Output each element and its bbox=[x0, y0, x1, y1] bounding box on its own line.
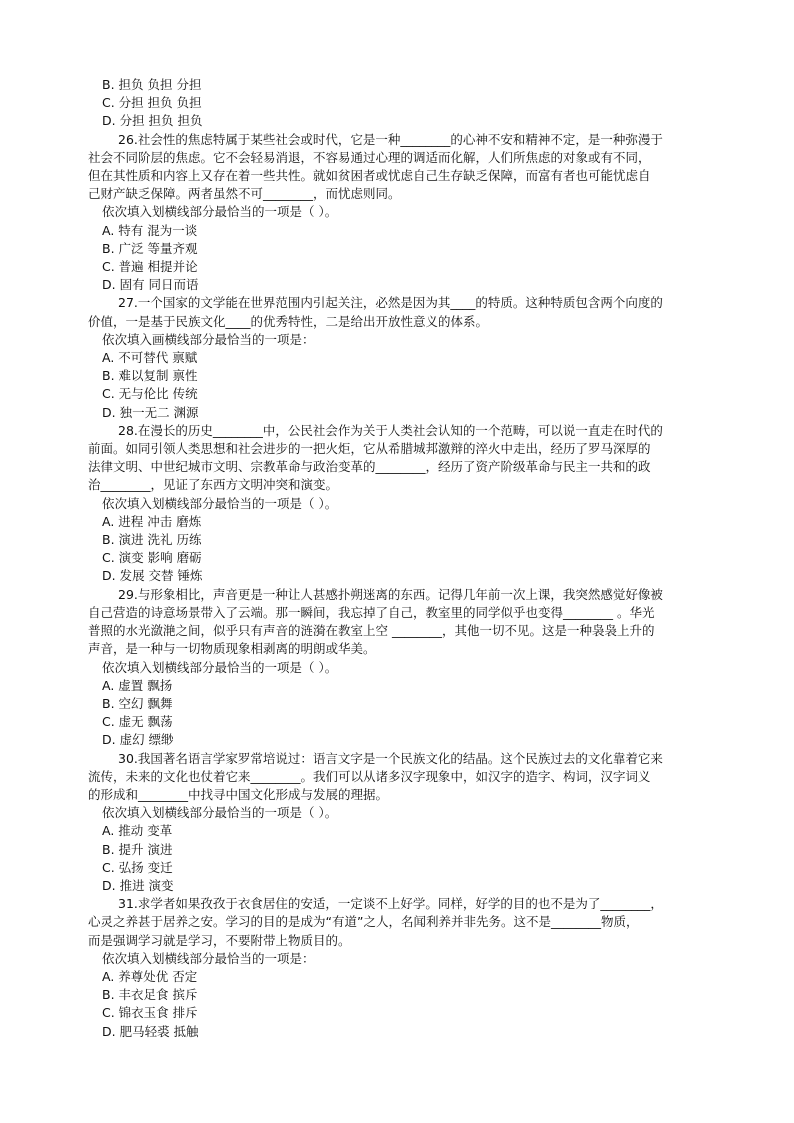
option-d: D. 独一无二 渊源 bbox=[102, 404, 199, 420]
question-26 bbox=[88, 131, 714, 295]
stem-line: 而是强调学习就是学习，不要附带上物质目的。 bbox=[88, 932, 351, 948]
option-c: C. 锦衣玉食 排斥 bbox=[102, 1005, 198, 1021]
stem-line: 30.我国著名语言学家罗常培说过：语言文字是一个民族文化的结晶。这个民族过去的文化靠着它来 bbox=[118, 750, 663, 766]
stem-line: 27.一个国家的文学能在世界范围内引起关注，必然是因为其____的特质。这种特质包含两个向度的 bbox=[118, 295, 663, 311]
option-d: D. 分担 担负 担负 bbox=[102, 113, 203, 129]
stem-line: 价值，一是基于民族文化____的优秀特性，二是给出开放性意义的体系。 bbox=[88, 313, 489, 329]
stem-line: 治________，见证了东西方文明冲突和演变。 bbox=[88, 477, 339, 493]
option-b: B. 担负 负担 分担 bbox=[102, 77, 202, 92]
stem-line: 但在其性质和内容上又存在着一些共性。就如贫困者或忧虑自己生存缺乏保障，而富有者也可能忧虑自 bbox=[88, 168, 651, 184]
option-b: B. 广泛 等量齐观 bbox=[102, 240, 198, 256]
question-stem bbox=[88, 586, 714, 659]
stem-line: 声音，是一种与一切物质现象相剥离的明朗或华美。 bbox=[88, 641, 376, 657]
question-prompt: 依次填入划横线部分最恰当的一项是（ ）。 bbox=[102, 805, 338, 821]
question-stem bbox=[88, 131, 714, 204]
option-b: B. 空幻 飘舞 bbox=[102, 695, 173, 711]
stem-line: 前面。如同引领人类思想和社会进步的一把火炬，它从希腊城邦激辩的淬火中走出，经历了罗马深厚的 bbox=[88, 441, 651, 457]
option-d: D. 固有 同日而语 bbox=[102, 277, 199, 293]
stem-line: 流传，未来的文化也仗着它来________。我们可以从诸多汉字现象中，如汉字的造字、构词，汉字词义 bbox=[88, 768, 651, 784]
question-30 bbox=[88, 750, 714, 896]
stem-line: 法律文明、中世纪城市文明、宗教革命与政治变革的________，经历了资产阶级革命与民主一共和的政 bbox=[88, 459, 651, 475]
stem-line: 26.社会性的焦虑特属于某些社会或时代，它是一种________的心神不安和精神不定，是一种弥漫于 bbox=[118, 131, 663, 147]
question-28 bbox=[88, 422, 714, 586]
question-content bbox=[88, 76, 714, 1041]
question-stem bbox=[88, 422, 714, 495]
option-d: D. 发展 交替 锤炼 bbox=[102, 568, 203, 584]
option-b: B. 难以复制 禀性 bbox=[102, 368, 198, 384]
option-a: A. 养尊处优 否定 bbox=[102, 968, 198, 984]
option-c: C. 弘扬 变迁 bbox=[102, 859, 173, 875]
option-b: B. 丰衣足食 摈斥 bbox=[102, 987, 198, 1003]
option-c: C. 演变 影响 磨砺 bbox=[102, 550, 202, 566]
option-a: A. 进程 冲击 磨炼 bbox=[102, 513, 202, 529]
stem-line: 自己营造的诗意场景带入了云端。那一瞬间，我忘掉了自己，教室里的同学似乎也变得________ 。华光 bbox=[88, 604, 655, 620]
question-31 bbox=[88, 895, 714, 1041]
stem-line: 心灵之养甚于居养之安。学习的目的是成为“有道”之人，名闻利养并非先务。这不是________物质， bbox=[88, 914, 639, 930]
stem-line: 社会不同阶层的焦虑。它不会轻易消退，不容易通过心理的调适而化解，人们所焦虑的对象或有不同， bbox=[88, 149, 651, 165]
option-b: B. 提升 演进 bbox=[102, 841, 173, 857]
option-d: D. 肥马轻裘 抵触 bbox=[102, 1023, 199, 1039]
stem-line: 31.求学者如果孜孜于衣食居住的安适，一定谈不上好学。同样，好学的目的也不是为了________， bbox=[118, 896, 663, 912]
option-c: C. 分担 担负 负担 bbox=[102, 95, 202, 111]
question-stem bbox=[88, 750, 714, 805]
stem-line: 的形成和________中找寻中国文化形成与发展的理据。 bbox=[88, 786, 389, 802]
question-stem bbox=[88, 294, 714, 330]
option-d: D. 推进 演变 bbox=[102, 877, 174, 893]
question-prompt: 依次填入划横线部分最恰当的一项是（ ）。 bbox=[102, 204, 338, 220]
option-b: B. 演进 洗礼 历练 bbox=[102, 532, 202, 548]
stem-line: 己财产缺乏保障。两者虽然不可________，而忧虑则同。 bbox=[88, 186, 401, 202]
question-prompt: 依次填入划横线部分最恰当的一项是（ ）。 bbox=[102, 495, 338, 511]
option-c: C. 普遍 相提并论 bbox=[102, 259, 198, 275]
stem-line: 28.在漫长的历史________中，公民社会作为关于人类社会认知的一个范畴，可以说一直走在时代的 bbox=[118, 422, 663, 438]
question-prompt: 依次填入划横线部分最恰当的一项是（ ）。 bbox=[102, 659, 338, 675]
option-a: A. 推动 变革 bbox=[102, 823, 173, 839]
question-prompt: 依次填入划横线部分最恰当的一项是： bbox=[102, 950, 315, 966]
option-c: C. 无与伦比 传统 bbox=[102, 386, 198, 402]
option-c: C. 虚无 飘荡 bbox=[102, 714, 173, 730]
question-prompt: 依次填入画横线部分最恰当的一项是： bbox=[102, 331, 315, 347]
question-29 bbox=[88, 586, 714, 750]
stem-line: 29.与形象相比，声音更是一种让人甚感扑朔迷离的东西。记得几年前一次上课，我突然感觉好像被 bbox=[118, 586, 663, 602]
option-d: D. 虚幻 缥缈 bbox=[102, 732, 174, 748]
question-stem bbox=[88, 895, 714, 950]
question-27 bbox=[88, 294, 714, 421]
option-a: A. 虚置 飘扬 bbox=[102, 677, 173, 693]
option-a: A. 不可替代 禀赋 bbox=[102, 350, 198, 366]
stem-line: 普照的水光潋滟之间，似乎只有声音的涟漪在教室上空 ________，其他一切不见。这是一种袅袅上升的 bbox=[88, 623, 655, 639]
option-a: A. 特有 混为一谈 bbox=[102, 222, 198, 238]
preceding-options bbox=[88, 76, 714, 131]
